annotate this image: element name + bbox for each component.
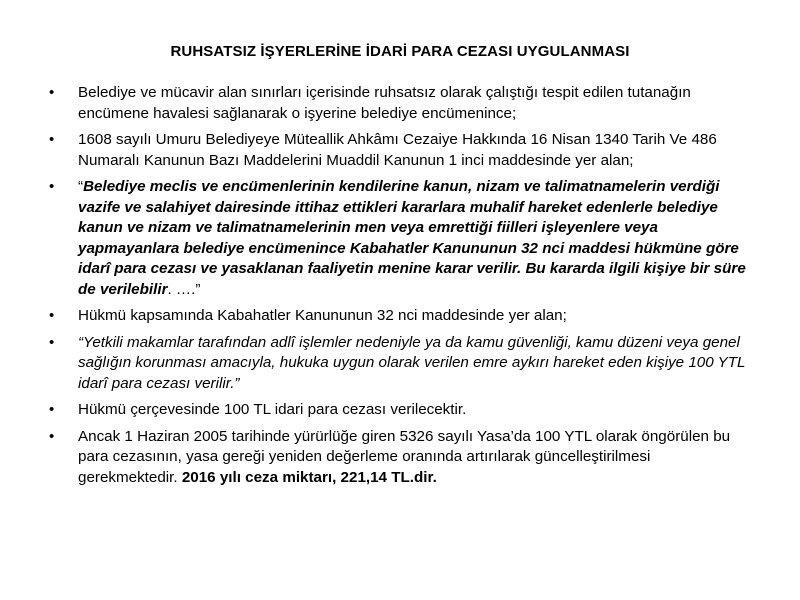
bullet-point-icon: • <box>49 307 55 324</box>
bullet-text: Ancak 1 Haziran 2005 tarihinde yürürlüğe giren 5326 sayılı Yasa’da 100 YTL olarak öngörülen bu para cezasının, yasa gereği yeniden değerleme oranında artırılarak güncelleştirilmesi gerekmektedir. <box>78 427 731 486</box>
bullet-item-4 <box>0 306 800 327</box>
penalty-amount-text: 2016 yılı ceza miktarı, 221,14 TL.dir. <box>177 468 437 486</box>
bullet-point-icon: • <box>49 131 55 148</box>
bullet-item-2 <box>0 130 800 171</box>
bullet-point-icon: • <box>49 401 55 418</box>
bullet-text: Belediye ve mücavir alan sınırları içerisinde ruhsatsız olarak çalıştığı tespit edilen tutanağın encümene havalesi sağlanarak o işyerine belediye encümenince; <box>78 84 691 122</box>
bullet-item-6 <box>0 400 800 421</box>
slide-title: RUHSATSIZ İŞYERLERİNE İDARİ PARA CEZASI UYGULANMASI <box>170 43 630 60</box>
bullet-item-5 <box>0 333 800 395</box>
bullet-point-icon: • <box>49 333 55 351</box>
bullet-item-3 <box>0 177 800 300</box>
bullet-list <box>0 83 800 494</box>
quote-open: “ <box>78 178 84 195</box>
quote-close: . ….” <box>167 280 201 298</box>
bullet-text: 1608 sayılı Umuru Belediyeye Müteallik Ahkâmı Cezaiye Hakkında 16 Nisan 1340 Tarih Ve 486 Numaralı Kanunun Bazı Maddelerini Muaddil Kanunun 1 inci maddesinde yer alan; <box>78 131 717 169</box>
bullet-text: Hükmü çerçevesinde 100 TL idari para cezası verilecektir. <box>78 401 467 418</box>
quoted-law-text-italic: “Yetkili makamlar tarafından adlî işlemler nedeniyle ya da kamu güvenliği, kamu düzeni veya genel sağlığın korunması amacıyla, hukuka uygun olarak verilen emre aykırı hareket eden kişiye 100 YTL idarî para cezası verilir.” <box>78 333 746 392</box>
bullet-point-icon: • <box>49 427 55 445</box>
quoted-law-text-bold: Belediye meclis ve encümenlerinin kendilerine kanun, nizam ve talimatnamelerin verdiği vazife ve salahiyet dairesinde ittihaz ettikleri kararlara muhalif hareket edenlerle belediye kanun ve nizam ve talimatnamelerinin men veya emrettiği fiilleri işleyenlere veya yapmayanlara belediye encümenince Kabahatler Kanununun 32 nci maddesi hükmüne göre idarî para cezası ve yasaklanan faaliyetin menine karar verilir. Bu kararda ilgili kişiye bir süre de verilebilir <box>78 178 746 298</box>
bullet-point-icon: • <box>49 178 55 195</box>
bullet-item-7 <box>0 427 800 489</box>
bullet-item-1 <box>0 83 800 124</box>
bullet-text: Hükmü kapsamında Kabahatler Kanununun 32 nci maddesinde yer alan; <box>78 307 567 324</box>
bullet-point-icon: • <box>49 84 55 101</box>
